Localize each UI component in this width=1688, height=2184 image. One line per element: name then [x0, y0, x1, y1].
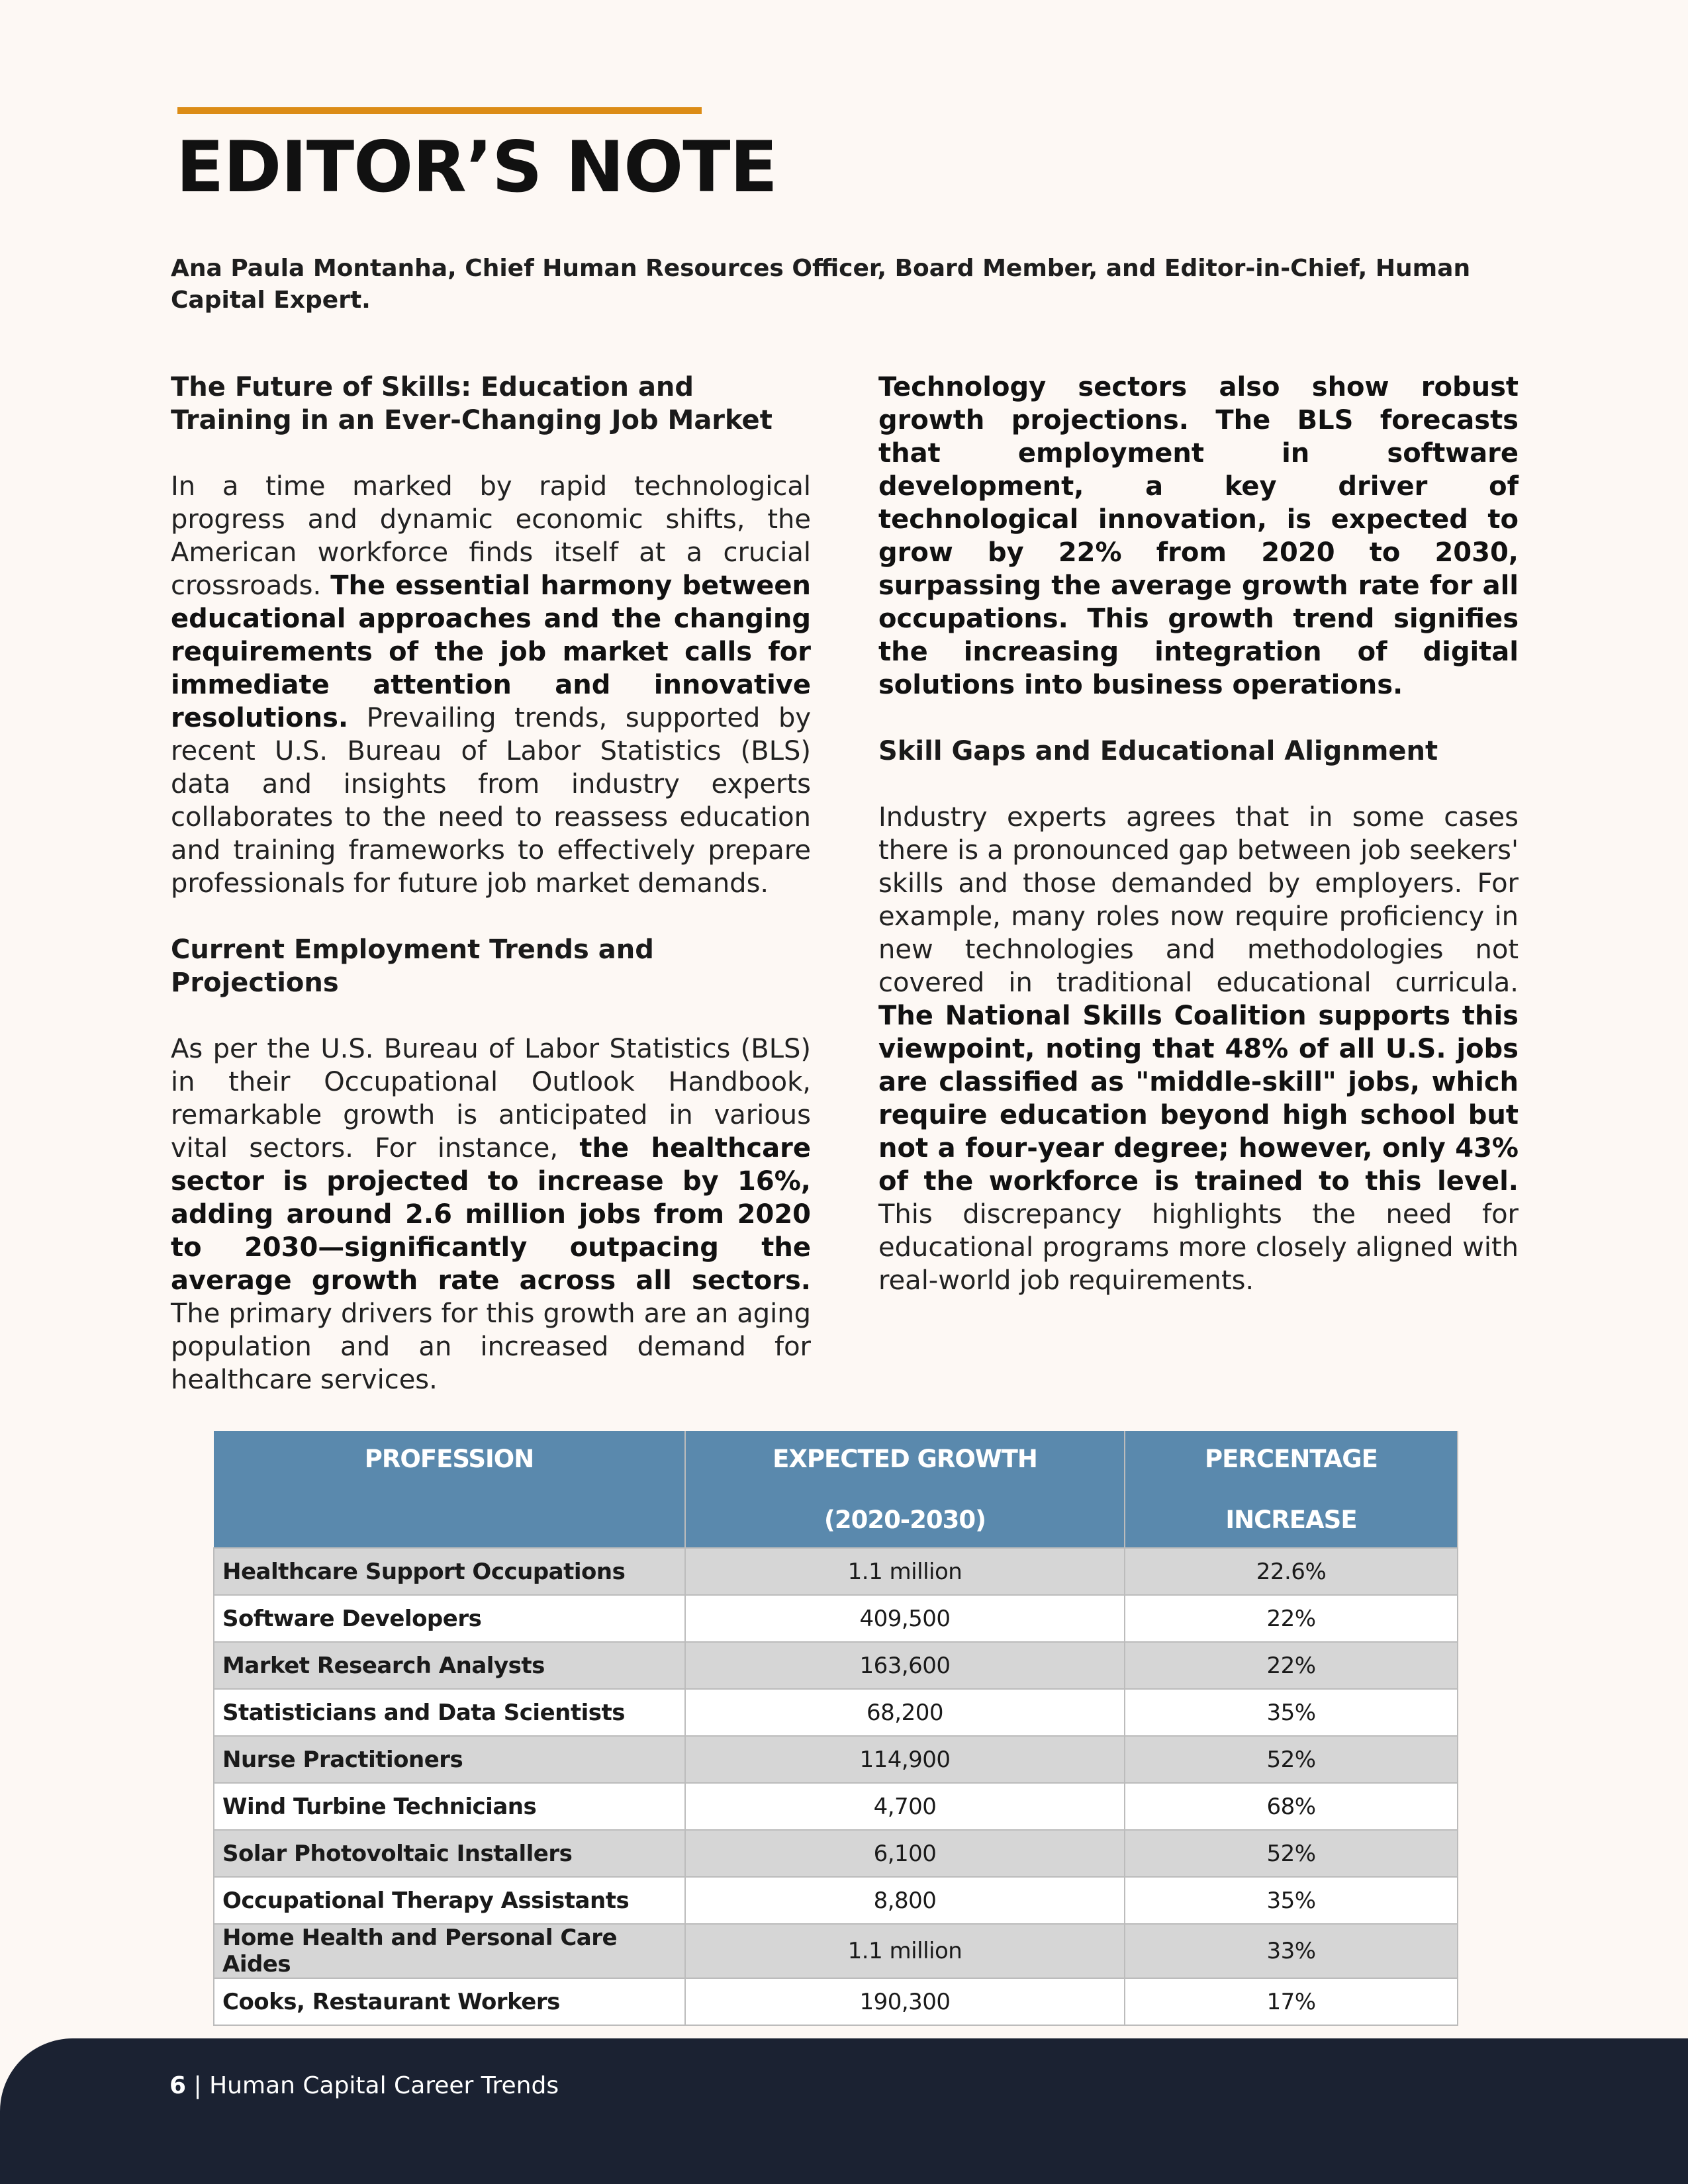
trends-text-b: The primary drivers for this growth are an aging population and an increased demand for healthcare services.: [171, 1298, 811, 1395]
growth-cell: 163,600: [685, 1642, 1125, 1689]
percent-cell: 22%: [1125, 1595, 1458, 1642]
trends-text-a: As per the U.S. Bureau of Labor Statistics (BLS) in their Occupational Outlook Handbook, remarkable growth is anticipated in various vital sectors. For instance,: [171, 1034, 811, 1163]
header-percentage-increase: PERCENTAGE INCREASE: [1125, 1431, 1458, 1548]
profession-cell: Cooks, Restaurant Workers: [214, 1978, 685, 2025]
percent-cell: 22.6%: [1125, 1548, 1458, 1595]
technology-paragraph: [878, 371, 1519, 702]
growth-cell: 68,200: [685, 1689, 1125, 1736]
intro-paragraph: [171, 470, 811, 900]
intro-text-bold: The essential harmony between educational approaches and the changing requirements of the job market calls for immediate attention and innovative resolutions.: [171, 570, 812, 733]
percent-cell: 33%: [1125, 1924, 1458, 1978]
percent-cell: 35%: [1125, 1689, 1458, 1736]
author-byline: Ana Paula Montanha, Chief Human Resources Officer, Board Member, and Editor-in-Chief, Human Capital Expert.: [171, 255, 1471, 314]
table-row: [214, 1783, 1458, 1830]
technology-text-bold: Technology sectors also show robust growth projections. The BLS forecasts that employment in software development, a key driver of technological innovation, is expected to grow by 22% from 2020 to 2030, surpassing the average growth rate for all occupations. This growth trend signifies the increasing integration of digital solutions into business operations.: [878, 372, 1519, 700]
table-row: [214, 1595, 1458, 1642]
table-row: [214, 1548, 1458, 1595]
profession-cell: Nurse Practitioners: [214, 1736, 685, 1783]
trends-text-bold: the healthcare sector is projected to increase by 16%, adding around 2.6 million jobs from 2020 to 2030—significantly outpacing the average growth rate across all sectors.: [171, 1133, 811, 1296]
article-heading: The Future of Skills: Education and Training in an Ever-Changing Job Market: [171, 372, 773, 435]
trends-paragraph: [171, 1032, 811, 1396]
publication-name: Human Capital Career Trends: [209, 2072, 559, 2099]
profession-cell: Solar Photovoltaic Installers: [214, 1830, 685, 1877]
right-column: [878, 371, 1519, 1330]
growth-cell: 1.1 million: [685, 1548, 1125, 1595]
section-heading-trends: Current Employment Trends and Projections: [171, 934, 654, 998]
table-row: [214, 1689, 1458, 1736]
table-header-row: [214, 1431, 1458, 1548]
growth-cell: 4,700: [685, 1783, 1125, 1830]
growth-cell: 190,300: [685, 1978, 1125, 2025]
page-number: 6: [169, 2072, 187, 2099]
table-row: [214, 1736, 1458, 1783]
footer-separator: |: [193, 2072, 202, 2099]
table-row: [214, 1830, 1458, 1877]
table-row: [214, 1877, 1458, 1924]
left-column: [171, 371, 811, 1430]
table-row: [214, 1978, 1458, 2025]
employment-growth-table: [213, 1431, 1458, 2026]
page-title: EDITOR’S NOTE: [176, 126, 777, 208]
profession-cell: Wind Turbine Technicians: [214, 1783, 685, 1830]
profession-cell: Market Research Analysts: [214, 1642, 685, 1689]
growth-cell: 1.1 million: [685, 1924, 1125, 1978]
profession-cell: Occupational Therapy Assistants: [214, 1877, 685, 1924]
growth-cell: 8,800: [685, 1877, 1125, 1924]
growth-cell: 6,100: [685, 1830, 1125, 1877]
footer-label: [169, 2071, 559, 2101]
section-heading-skill-gaps: Skill Gaps and Educational Alignment: [878, 736, 1438, 766]
profession-cell: Home Health and Personal Care Aides: [214, 1924, 685, 1978]
title-accent-bar: [177, 107, 702, 114]
profession-cell: Software Developers: [214, 1595, 685, 1642]
header-profession: PROFESSION: [214, 1431, 685, 1548]
skill-gaps-text-a: Industry experts agrees that in some cases there is a pronounced gap between job seekers' skills and those demanded by employers. For example, many roles now require proficiency in new technologies and methodologies not covered in traditional educational curricula.: [878, 802, 1519, 998]
table-row: [214, 1642, 1458, 1689]
skill-gaps-text-bold: The National Skills Coalition supports this viewpoint, noting that 48% of all U.S. jobs are classified as "middle-skill" jobs, which require education beyond high school but not a four-year degree; however, only 43% of the workforce is trained to this level.: [878, 1001, 1519, 1197]
table-row: [214, 1924, 1458, 1978]
skill-gaps-paragraph: [878, 801, 1519, 1297]
percent-cell: 52%: [1125, 1830, 1458, 1877]
percent-cell: 17%: [1125, 1978, 1458, 2025]
growth-cell: 114,900: [685, 1736, 1125, 1783]
header-expected-growth: EXPECTED GROWTH (2020-2030): [685, 1431, 1125, 1548]
page-footer: [0, 2038, 1688, 2184]
skill-gaps-text-b: This discrepancy highlights the need for educational programs more closely aligned with real-world job requirements.: [878, 1199, 1519, 1296]
intro-text-b: Prevailing trends, supported by recent U.S. Bureau of Labor Statistics (BLS) data and insights from industry experts collaborates to the need to reassess education and training frameworks to effectively prepare professionals for future job market demands.: [171, 703, 812, 899]
intro-text-a: In a time marked by rapid technological progress and dynamic economic shifts, the American workforce finds itself at a crucial crossroads.: [171, 471, 811, 601]
percent-cell: 35%: [1125, 1877, 1458, 1924]
percent-cell: 68%: [1125, 1783, 1458, 1830]
profession-cell: Statisticians and Data Scientists: [214, 1689, 685, 1736]
profession-cell: Healthcare Support Occupations: [214, 1548, 685, 1595]
percent-cell: 22%: [1125, 1642, 1458, 1689]
growth-cell: 409,500: [685, 1595, 1125, 1642]
percent-cell: 52%: [1125, 1736, 1458, 1783]
